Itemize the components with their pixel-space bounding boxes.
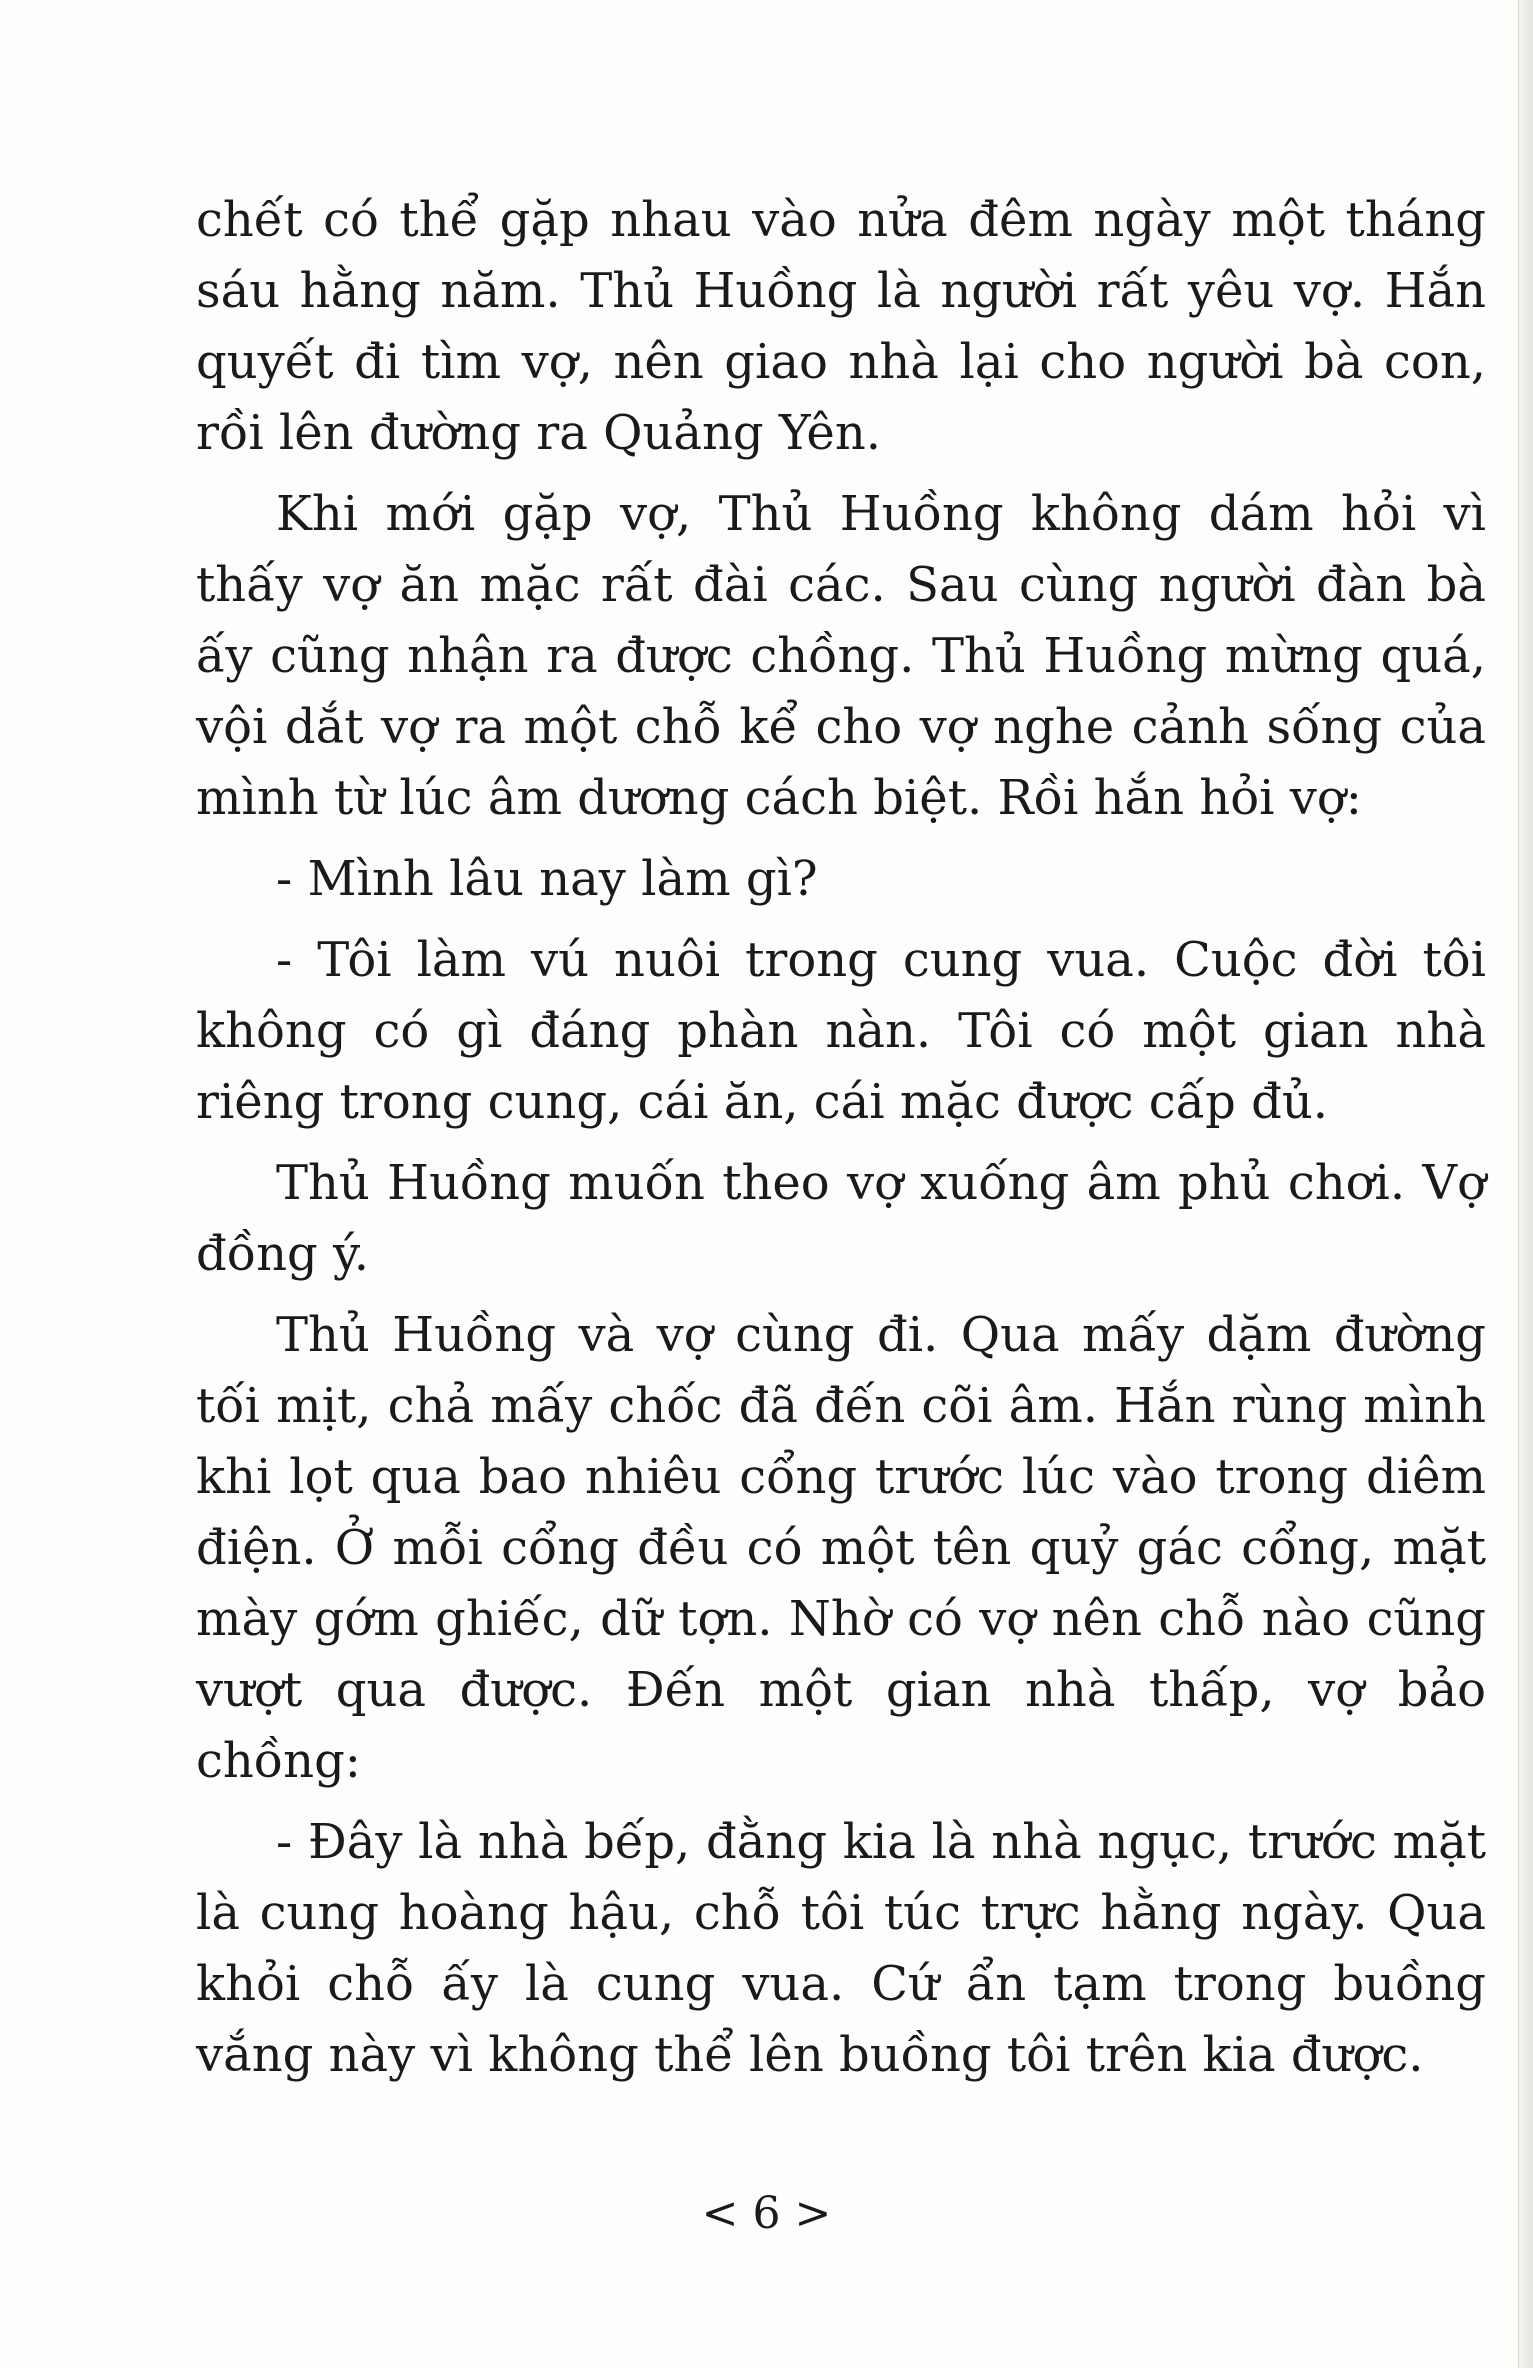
body-text bbox=[196, 185, 1486, 2101]
paragraph: Thủ Huồng và vợ cùng đi. Qua mấy dặm đường tối mịt, chả mấy chốc đã đến cõi âm. Hắn rùng mình khi lọt qua bao nhiêu cổng trước lúc vào trong diêm điện. Ở mỗi cổng đều có một tên quỷ gác cổng, mặt mày gớm ghiếc, dữ tợn. Nhờ có vợ nên chỗ nào cũng vượt qua được. Đến một gian nhà thấp, vợ bảo chồng: bbox=[196, 1307, 1486, 1789]
dialogue-line: - Đây là nhà bếp, đằng kia là nhà ngục, trước mặt là cung hoàng hậu, chỗ tôi túc trực hằng ngày. Qua khỏi chỗ ấy là cung vua. Cứ ẩn tạm trong buồng vắng này vì không thể lên buồng tôi trên kia được. bbox=[196, 1814, 1486, 2083]
paragraph: chết có thể gặp nhau vào nửa đêm ngày một tháng sáu hằng năm. Thủ Huồng là người rất yêu vợ. Hắn quyết đi tìm vợ, nên giao nhà lại cho người bà con, rồi lên đường ra Quảng Yên. bbox=[196, 192, 1486, 461]
paragraph: Khi mới gặp vợ, Thủ Huồng không dám hỏi vì thấy vợ ăn mặc rất đài các. Sau cùng người đàn bà ấy cũng nhận ra được chồng. Thủ Huồng mừng quá, vội dắt vợ ra một chỗ kể cho vợ nghe cảnh sống của mình từ lúc âm dương cách biệt. Rồi hắn hỏi vợ: bbox=[196, 486, 1486, 826]
paragraph: Thủ Huồng muốn theo vợ xuống âm phủ chơi. Vợ đồng ý. bbox=[196, 1155, 1486, 1282]
page-number: < 6 > bbox=[701, 2188, 832, 2239]
page-edge bbox=[1518, 0, 1533, 2368]
dialogue-line: - Mình lâu nay làm gì? bbox=[276, 851, 818, 907]
dialogue-line: - Tôi làm vú nuôi trong cung vua. Cuộc đời tôi không có gì đáng phàn nàn. Tôi có một gian nhà riêng trong cung, cái ăn, cái mặc được cấp đủ. bbox=[196, 932, 1486, 1130]
